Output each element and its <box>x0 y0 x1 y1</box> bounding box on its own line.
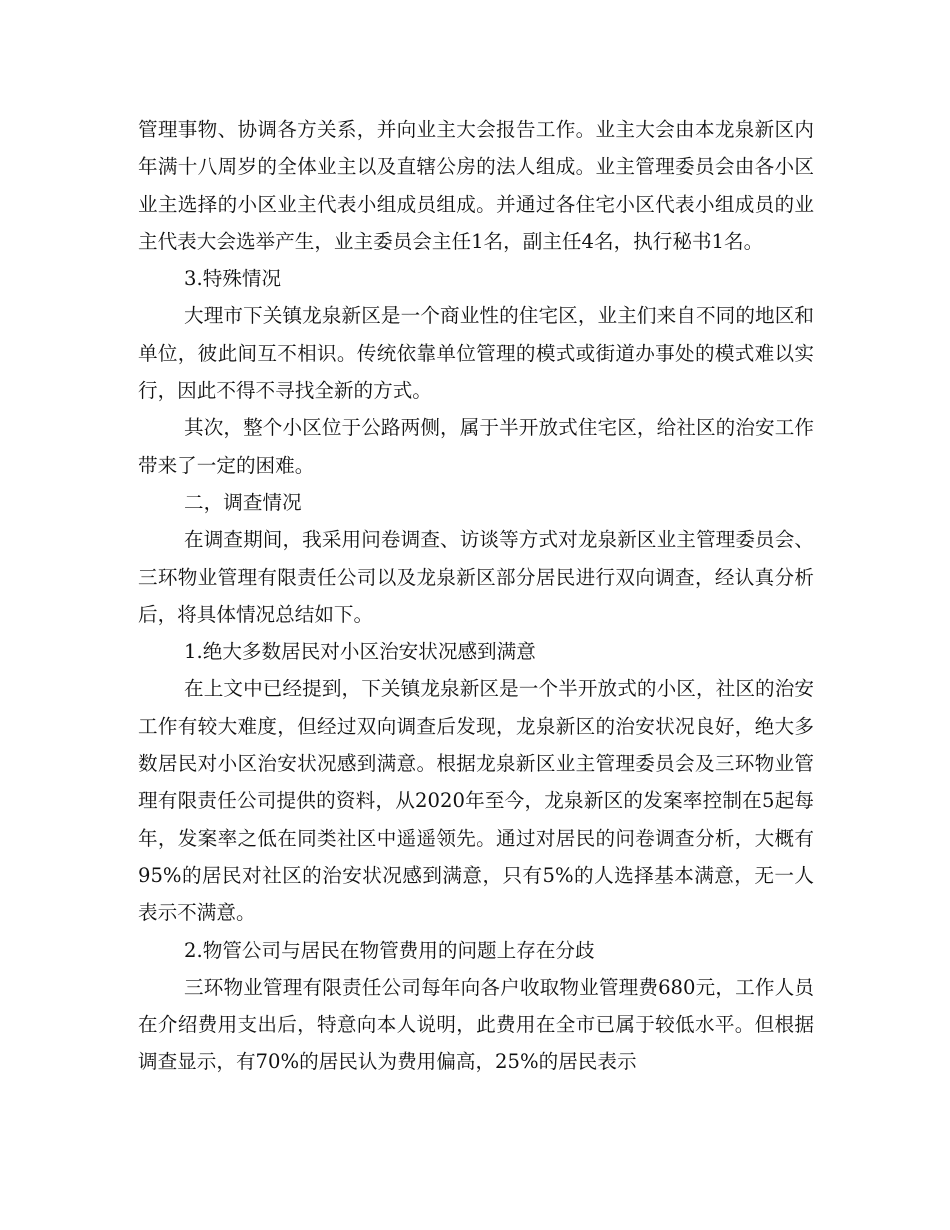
heading-security-satisfaction: 1.绝大多数居民对小区治安状况感到满意 <box>184 640 536 664</box>
paragraph-fee-details: 三环物业管理有限责任公司每年向各户收取物业管理费680元，工作人员在介绍费用支出后，特意向本人说明，此费用在全市已属于较低水平。但根据调查显示，有70%的居民认为费用偏高，25%的居民表示 <box>138 975 814 1074</box>
heading-special-situation: 3.特殊情况 <box>184 267 282 291</box>
paragraph-survey-method: 在调查期间，我采用问卷调查、访谈等方式对龙泉新区业主管理委员会、三环物业管理有限责任公司以及龙泉新区部分居民进行双向调查，经认真分析后，将具体情况总结如下。 <box>138 528 814 626</box>
heading-survey-situation: 二，调查情况 <box>184 490 302 514</box>
paragraph-committee: 管理事物、协调各方关系，并向业主大会报告工作。业主大会由本龙泉新区内年满十八周岁的全体业主以及直辖公房的法人组成。业主管理委员会由各小区业主选择的小区业主代表小组成员组成。并通过各住宅小区代表小组成员的业主代表大会选举产生，业主委员会主任1名，副主任4名，执行秘书1名。 <box>138 118 814 253</box>
paragraph-security-details: 在上文中已经提到，下关镇龙泉新区是一个半开放式的小区，社区的治安工作有较大难度，但经过双向调查后发现，龙泉新区的治安状况良好，绝大多数居民对小区治安状况感到满意。根据龙泉新区业主管理委员会及三环物业管理有限责任公司提供的资料，从2020年至今，龙泉新区的发案率控制在5起每年，发案率之低在同类社区中遥遥领先。通过对居民的问卷调查分析，大概有95%的居民对社区的治安状况感到满意，只有5%的人选择基本满意，无一人表示不满意。 <box>138 677 814 925</box>
paragraph-commercial-area: 大理市下关镇龙泉新区是一个商业性的住宅区，业主们来自不同的地区和单位，彼此间互不相识。传统依靠单位管理的模式或街道办事处的模式难以实行，因此不得不寻找全新的方式。 <box>138 304 814 403</box>
heading-fee-disagreement: 2.物管公司与居民在物管费用的问题上存在分歧 <box>184 938 595 962</box>
paragraph-semi-open: 其次，整个小区位于公路两侧，属于半开放式住宅区，给社区的治安工作带来了一定的困难。 <box>138 416 814 477</box>
document-body <box>138 111 814 1081</box>
